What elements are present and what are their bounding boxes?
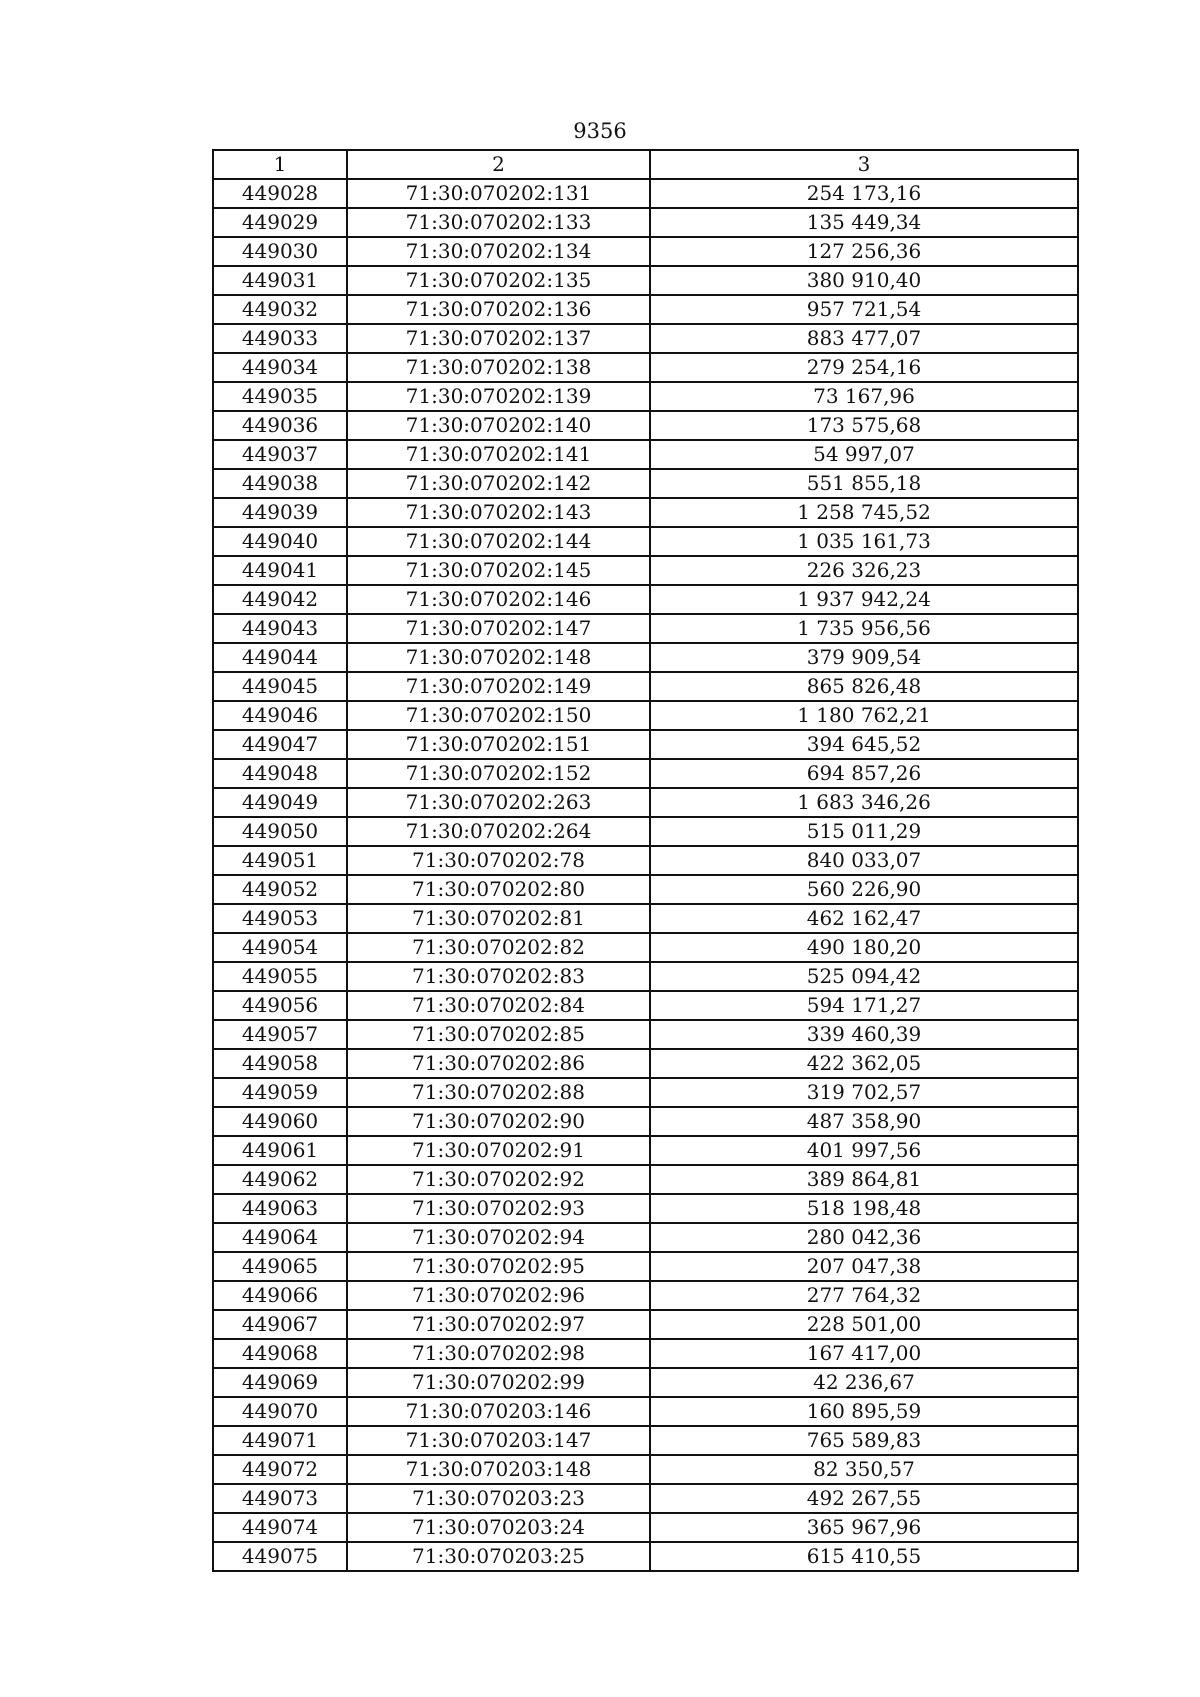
- table-row: [213, 1049, 1078, 1078]
- value-cell: 254 173,16: [650, 179, 1078, 208]
- value-cell: 365 967,96: [650, 1513, 1078, 1542]
- table-row: [213, 817, 1078, 846]
- table-row: [213, 353, 1078, 382]
- row-number-cell: 449073: [213, 1484, 347, 1513]
- table-row: [213, 585, 1078, 614]
- table-row: [213, 1107, 1078, 1136]
- cadastral-number-cell: 71:30:070202:264: [347, 817, 650, 846]
- column-header-2: 2: [347, 150, 650, 179]
- value-cell: 1 937 942,24: [650, 585, 1078, 614]
- table-row: [213, 1455, 1078, 1484]
- value-cell: 840 033,07: [650, 846, 1078, 875]
- table-row: [213, 556, 1078, 585]
- table-row: [213, 1281, 1078, 1310]
- row-number-cell: 449062: [213, 1165, 347, 1194]
- value-cell: 280 042,36: [650, 1223, 1078, 1252]
- value-cell: 462 162,47: [650, 904, 1078, 933]
- table-row: [213, 1513, 1078, 1542]
- cadastral-number-cell: 71:30:070202:78: [347, 846, 650, 875]
- value-cell: 379 909,54: [650, 643, 1078, 672]
- table-row: [213, 962, 1078, 991]
- value-cell: 490 180,20: [650, 933, 1078, 962]
- row-number-cell: 449045: [213, 672, 347, 701]
- table-body: [213, 179, 1078, 1571]
- value-cell: 594 171,27: [650, 991, 1078, 1020]
- cadastral-number-cell: 71:30:070202:140: [347, 411, 650, 440]
- value-cell: 615 410,55: [650, 1542, 1078, 1571]
- row-number-cell: 449041: [213, 556, 347, 585]
- value-cell: 277 764,32: [650, 1281, 1078, 1310]
- column-header-1: 1: [213, 150, 347, 179]
- row-number-cell: 449068: [213, 1339, 347, 1368]
- value-cell: 160 895,59: [650, 1397, 1078, 1426]
- row-number-cell: 449052: [213, 875, 347, 904]
- value-cell: 394 645,52: [650, 730, 1078, 759]
- cadastral-number-cell: 71:30:070202:93: [347, 1194, 650, 1223]
- table-row: [213, 1310, 1078, 1339]
- table-row: [213, 1136, 1078, 1165]
- row-number-cell: 449056: [213, 991, 347, 1020]
- value-cell: 228 501,00: [650, 1310, 1078, 1339]
- value-cell: 207 047,38: [650, 1252, 1078, 1281]
- value-cell: 54 997,07: [650, 440, 1078, 469]
- value-cell: 1 683 346,26: [650, 788, 1078, 817]
- value-cell: 226 326,23: [650, 556, 1078, 585]
- cadastral-number-cell: 71:30:070202:145: [347, 556, 650, 585]
- value-cell: 73 167,96: [650, 382, 1078, 411]
- row-number-cell: 449072: [213, 1455, 347, 1484]
- row-number-cell: 449031: [213, 266, 347, 295]
- page-number: 9356: [573, 119, 627, 143]
- table-row: [213, 1426, 1078, 1455]
- table-row: [213, 1223, 1078, 1252]
- column-header-3: 3: [650, 150, 1078, 179]
- row-number-cell: 449032: [213, 295, 347, 324]
- cadastral-number-cell: 71:30:070202:99: [347, 1368, 650, 1397]
- table-header-row: [213, 150, 1078, 179]
- table-row: [213, 324, 1078, 353]
- row-number-cell: 449055: [213, 962, 347, 991]
- table-row: [213, 846, 1078, 875]
- table-row: [213, 1542, 1078, 1571]
- cadastral-number-cell: 71:30:070202:149: [347, 672, 650, 701]
- value-cell: 279 254,16: [650, 353, 1078, 382]
- row-number-cell: 449043: [213, 614, 347, 643]
- table-row: [213, 1484, 1078, 1513]
- table-row: [213, 759, 1078, 788]
- table-row: [213, 1078, 1078, 1107]
- cadastral-number-cell: 71:30:070202:133: [347, 208, 650, 237]
- table-row: [213, 411, 1078, 440]
- cadastral-number-cell: 71:30:070202:94: [347, 1223, 650, 1252]
- cadastral-number-cell: 71:30:070202:84: [347, 991, 650, 1020]
- table-row: [213, 1368, 1078, 1397]
- cadastral-number-cell: 71:30:070202:83: [347, 962, 650, 991]
- table-row: [213, 904, 1078, 933]
- cadastral-number-cell: 71:30:070203:23: [347, 1484, 650, 1513]
- row-number-cell: 449053: [213, 904, 347, 933]
- table-row: [213, 382, 1078, 411]
- table-row: [213, 1339, 1078, 1368]
- value-cell: 525 094,42: [650, 962, 1078, 991]
- cadastral-number-cell: 71:30:070202:98: [347, 1339, 650, 1368]
- row-number-cell: 449074: [213, 1513, 347, 1542]
- cadastral-number-cell: 71:30:070203:24: [347, 1513, 650, 1542]
- table-row: [213, 614, 1078, 643]
- cadastral-number-cell: 71:30:070202:80: [347, 875, 650, 904]
- row-number-cell: 449038: [213, 469, 347, 498]
- cadastral-number-cell: 71:30:070203:146: [347, 1397, 650, 1426]
- row-number-cell: 449048: [213, 759, 347, 788]
- row-number-cell: 449046: [213, 701, 347, 730]
- row-number-cell: 449049: [213, 788, 347, 817]
- cadastral-number-cell: 71:30:070203:148: [347, 1455, 650, 1484]
- row-number-cell: 449035: [213, 382, 347, 411]
- table-row: [213, 788, 1078, 817]
- row-number-cell: 449067: [213, 1310, 347, 1339]
- cadastral-number-cell: 71:30:070202:151: [347, 730, 650, 759]
- table-row: [213, 643, 1078, 672]
- cadastral-number-cell: 71:30:070202:90: [347, 1107, 650, 1136]
- cadastral-number-cell: 71:30:070202:147: [347, 614, 650, 643]
- row-number-cell: 449037: [213, 440, 347, 469]
- row-number-cell: 449051: [213, 846, 347, 875]
- row-number-cell: 449057: [213, 1020, 347, 1049]
- table-row: [213, 1194, 1078, 1223]
- table-row: [213, 933, 1078, 962]
- table-row: [213, 498, 1078, 527]
- row-number-cell: 449075: [213, 1542, 347, 1571]
- value-cell: 518 198,48: [650, 1194, 1078, 1223]
- value-cell: 401 997,56: [650, 1136, 1078, 1165]
- value-cell: 865 826,48: [650, 672, 1078, 701]
- value-cell: 492 267,55: [650, 1484, 1078, 1513]
- value-cell: 487 358,90: [650, 1107, 1078, 1136]
- value-cell: 173 575,68: [650, 411, 1078, 440]
- cadastral-number-cell: 71:30:070202:135: [347, 266, 650, 295]
- cadastral-number-cell: 71:30:070202:92: [347, 1165, 650, 1194]
- cadastral-number-cell: 71:30:070202:81: [347, 904, 650, 933]
- cadastral-number-cell: 71:30:070202:144: [347, 527, 650, 556]
- cadastral-number-cell: 71:30:070202:91: [347, 1136, 650, 1165]
- cadastral-number-cell: 71:30:070202:136: [347, 295, 650, 324]
- table-row: [213, 991, 1078, 1020]
- cadastral-number-cell: 71:30:070202:88: [347, 1078, 650, 1107]
- row-number-cell: 449063: [213, 1194, 347, 1223]
- value-cell: 339 460,39: [650, 1020, 1078, 1049]
- value-cell: 1 735 956,56: [650, 614, 1078, 643]
- value-cell: 1 180 762,21: [650, 701, 1078, 730]
- row-number-cell: 449071: [213, 1426, 347, 1455]
- table-row: [213, 672, 1078, 701]
- row-number-cell: 449054: [213, 933, 347, 962]
- row-number-cell: 449036: [213, 411, 347, 440]
- table-row: [213, 701, 1078, 730]
- cadastral-number-cell: 71:30:070202:142: [347, 469, 650, 498]
- table-row: [213, 1020, 1078, 1049]
- row-number-cell: 449070: [213, 1397, 347, 1426]
- cadastral-number-cell: 71:30:070202:263: [347, 788, 650, 817]
- data-table: [212, 149, 1079, 1572]
- value-cell: 515 011,29: [650, 817, 1078, 846]
- row-number-cell: 449028: [213, 179, 347, 208]
- table-row: [213, 237, 1078, 266]
- row-number-cell: 449065: [213, 1252, 347, 1281]
- value-cell: 765 589,83: [650, 1426, 1078, 1455]
- cadastral-number-cell: 71:30:070202:141: [347, 440, 650, 469]
- cadastral-number-cell: 71:30:070202:97: [347, 1310, 650, 1339]
- cadastral-number-cell: 71:30:070202:95: [347, 1252, 650, 1281]
- value-cell: 422 362,05: [650, 1049, 1078, 1078]
- row-number-cell: 449059: [213, 1078, 347, 1107]
- row-number-cell: 449040: [213, 527, 347, 556]
- value-cell: 135 449,34: [650, 208, 1078, 237]
- cadastral-number-cell: 71:30:070202:85: [347, 1020, 650, 1049]
- cadastral-number-cell: 71:30:070202:150: [347, 701, 650, 730]
- row-number-cell: 449050: [213, 817, 347, 846]
- row-number-cell: 449047: [213, 730, 347, 759]
- cadastral-number-cell: 71:30:070202:86: [347, 1049, 650, 1078]
- value-cell: 42 236,67: [650, 1368, 1078, 1397]
- cadastral-number-cell: 71:30:070202:137: [347, 324, 650, 353]
- table-row: [213, 440, 1078, 469]
- row-number-cell: 449066: [213, 1281, 347, 1310]
- cadastral-number-cell: 71:30:070202:138: [347, 353, 650, 382]
- cadastral-number-cell: 71:30:070202:131: [347, 179, 650, 208]
- value-cell: 883 477,07: [650, 324, 1078, 353]
- value-cell: 957 721,54: [650, 295, 1078, 324]
- cadastral-number-cell: 71:30:070202:139: [347, 382, 650, 411]
- table-row: [213, 469, 1078, 498]
- value-cell: 167 417,00: [650, 1339, 1078, 1368]
- row-number-cell: 449058: [213, 1049, 347, 1078]
- cadastral-number-cell: 71:30:070202:143: [347, 498, 650, 527]
- value-cell: 694 857,26: [650, 759, 1078, 788]
- value-cell: 127 256,36: [650, 237, 1078, 266]
- value-cell: 551 855,18: [650, 469, 1078, 498]
- table-row: [213, 266, 1078, 295]
- value-cell: 1 035 161,73: [650, 527, 1078, 556]
- cadastral-number-cell: 71:30:070202:148: [347, 643, 650, 672]
- value-cell: 380 910,40: [650, 266, 1078, 295]
- row-number-cell: 449069: [213, 1368, 347, 1397]
- table-row: [213, 295, 1078, 324]
- row-number-cell: 449044: [213, 643, 347, 672]
- value-cell: 82 350,57: [650, 1455, 1078, 1484]
- cadastral-number-cell: 71:30:070202:96: [347, 1281, 650, 1310]
- table-row: [213, 179, 1078, 208]
- table-row: [213, 875, 1078, 904]
- table-row: [213, 1252, 1078, 1281]
- cadastral-number-cell: 71:30:070203:147: [347, 1426, 650, 1455]
- row-number-cell: 449033: [213, 324, 347, 353]
- row-number-cell: 449030: [213, 237, 347, 266]
- table-row: [213, 730, 1078, 759]
- value-cell: 389 864,81: [650, 1165, 1078, 1194]
- table-row: [213, 1397, 1078, 1426]
- cadastral-number-cell: 71:30:070202:134: [347, 237, 650, 266]
- value-cell: 1 258 745,52: [650, 498, 1078, 527]
- table-row: [213, 208, 1078, 237]
- cadastral-number-cell: 71:30:070202:146: [347, 585, 650, 614]
- table-row: [213, 527, 1078, 556]
- row-number-cell: 449034: [213, 353, 347, 382]
- row-number-cell: 449039: [213, 498, 347, 527]
- cadastral-number-cell: 71:30:070202:82: [347, 933, 650, 962]
- cadastral-number-cell: 71:30:070202:152: [347, 759, 650, 788]
- row-number-cell: 449029: [213, 208, 347, 237]
- table-row: [213, 1165, 1078, 1194]
- value-cell: 319 702,57: [650, 1078, 1078, 1107]
- cadastral-number-cell: 71:30:070203:25: [347, 1542, 650, 1571]
- row-number-cell: 449060: [213, 1107, 347, 1136]
- value-cell: 560 226,90: [650, 875, 1078, 904]
- row-number-cell: 449061: [213, 1136, 347, 1165]
- row-number-cell: 449042: [213, 585, 347, 614]
- row-number-cell: 449064: [213, 1223, 347, 1252]
